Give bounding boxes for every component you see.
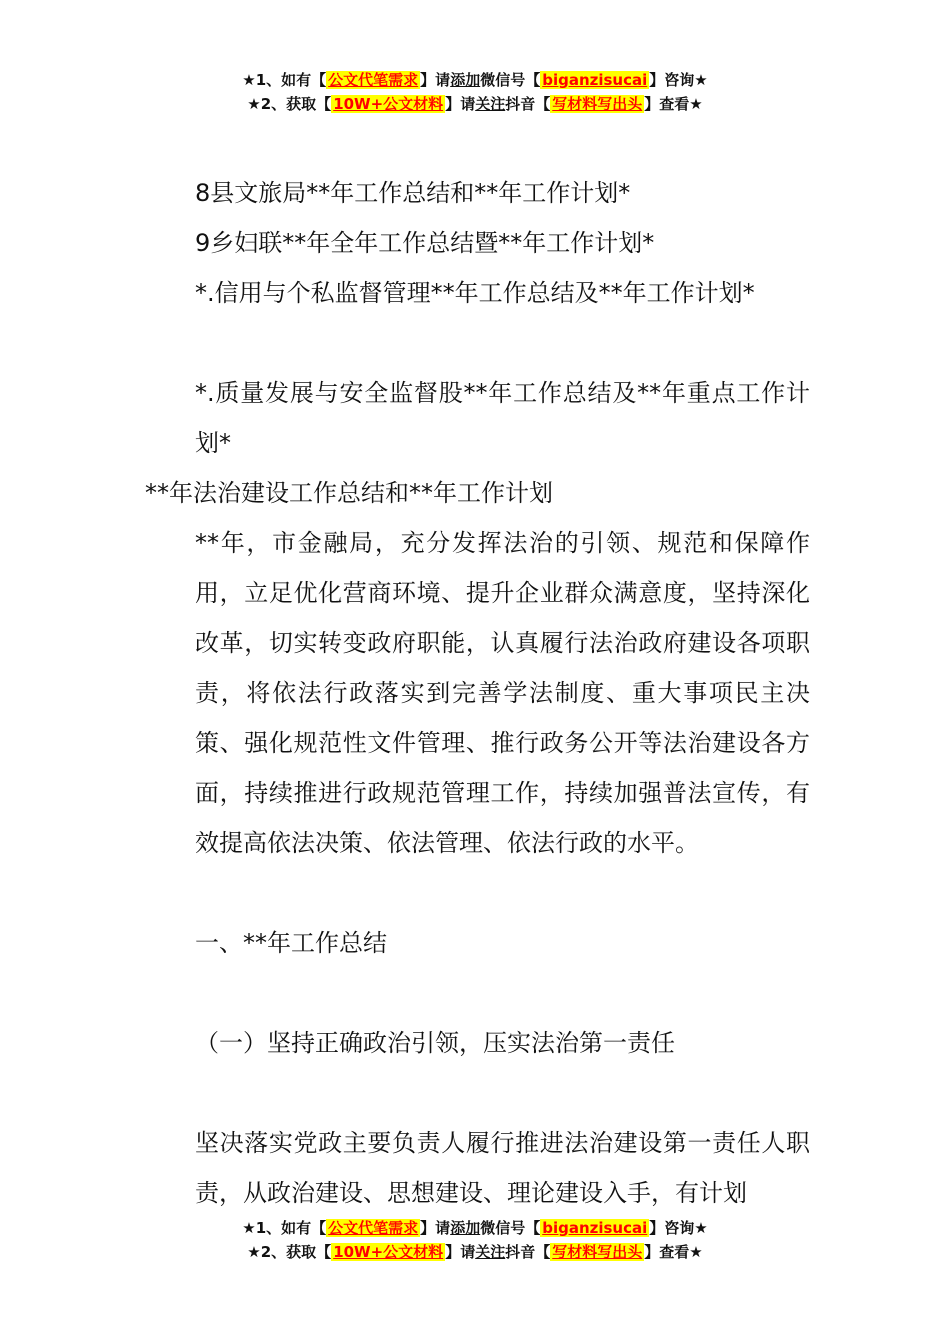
highlight-wechat-id: biganzisucai: [542, 71, 648, 89]
spacer: [145, 1068, 810, 1118]
highlight-douyin: 写材料写出头: [552, 95, 643, 113]
list-item: 9乡妇联**年全年工作总结暨**年工作计划*: [195, 229, 655, 257]
banner-line-1: ★1、如有【 公文代笔需求 】请添加微信号【 biganzisucai 】咨询★: [242, 1219, 708, 1237]
highlight-materials: 10W+公文材料: [333, 1243, 444, 1261]
banner-line-1: ★1、如有【 公文代笔需求 】请添加微信号【 biganzisucai 】咨询★: [242, 71, 708, 89]
highlight-service: 公文代笔需求: [328, 1219, 419, 1237]
spacer: [145, 868, 810, 918]
list-item: *.信用与个私监督管理**年工作总结及**年工作计划*: [195, 279, 755, 307]
list-item: 8县文旅局**年工作总结和**年工作计划*: [195, 179, 631, 207]
header-banner: [0, 68, 950, 116]
document-title: **年法治建设工作总结和**年工作计划: [145, 479, 553, 507]
subsection-heading: （一）坚持正确政治引领，压实法治第一责任: [195, 1029, 675, 1057]
intro-paragraph: **年，市金融局，充分发挥法治的引领、规范和保障作用，立足优化营商环境、提升企业群众满意度，坚持深化改革，切实转变政府职能，认真履行法治政府建设各项职责，将依法行政落实到完善学法制度、重大事项民主决策、强化规范性文件管理、推行政务公开等法治建设各方面，持续推进行政规范管理工作，持续加强普法宣传，有效提高依法决策、依法管理、依法行政的水平。: [195, 529, 810, 857]
banner-line-2: ★2、获取【 10W+公文材料 】请关注抖音【 写材料写出头 】查看★: [247, 1243, 703, 1261]
spacer: [145, 318, 810, 368]
highlight-materials: 10W+公文材料: [333, 95, 444, 113]
highlight-wechat-id: biganzisucai: [542, 1219, 648, 1237]
highlight-douyin: 写材料写出头: [552, 1243, 643, 1261]
section-heading: 一、**年工作总结: [195, 929, 387, 957]
list-item: *.质量发展与安全监督股**年工作总结及**年重点工作计划*: [195, 379, 810, 457]
document-body: [145, 168, 810, 1218]
highlight-service: 公文代笔需求: [328, 71, 419, 89]
footer-banner: [0, 1216, 950, 1264]
body-paragraph: 坚决落实党政主要负责人履行推进法治建设第一责任人职责，从政治建设、思想建设、理论建设入手，有计划: [195, 1129, 810, 1207]
spacer: [145, 968, 810, 1018]
banner-line-2: ★2、获取【 10W+公文材料 】请关注抖音【 写材料写出头 】查看★: [247, 95, 703, 113]
